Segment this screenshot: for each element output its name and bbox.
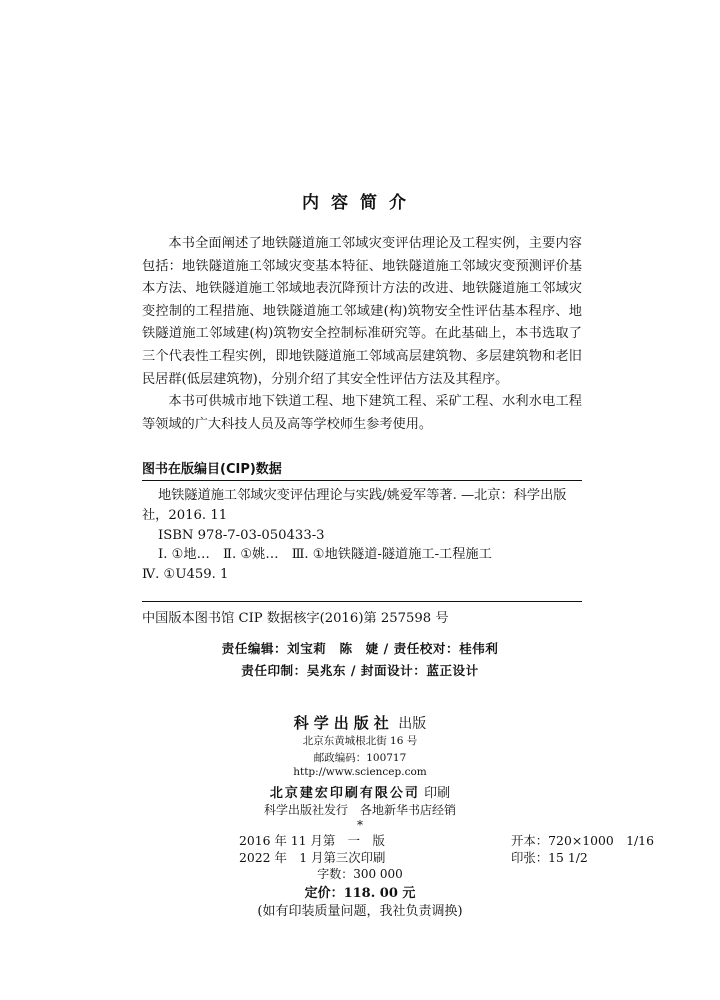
publisher-line (0, 712, 720, 733)
summary-paragraph-1: 本书全面阐述了地铁隧道施工邻域灾变评估理论及工程实例，主要内容包括：地铁隧道施工邻域灾变基本特征、地铁隧道施工邻域灾变预测评价基本方法、地铁隧道施工邻域地表沉降预计方法的改进、地铁隧道施工邻域灾变控制的工程措施、地铁隧道施工邻域建(构)筑物安全性评估基本程序、地铁隧道施工邻域建(构)筑物安全控制标准研究等。在此基础上，本书选取了三个代表性工程实例，即地铁隧道施工邻域高层建筑物、多层建筑物和老旧民居群(低层建筑物)，分别介绍了其安全性评估方法及其程序。 (142, 236, 582, 387)
cip-line-1: 地铁隧道施工邻域灾变评估理论与实践/姚爱军等著. —北京：科学出版 (158, 488, 567, 503)
publisher-name: 科学出版社 (293, 714, 394, 732)
cip-record (142, 486, 582, 546)
cip-class-2: Ⅳ. ①U459. 1 (142, 567, 229, 582)
printed-sheets: 印张：15 1/2 (511, 850, 588, 865)
publisher-url: http://www.sciencep.com (293, 766, 427, 778)
publisher-address: 北京东黄城根北街 16 号 (302, 735, 418, 747)
publisher-zip: 邮政编码：100717 (313, 752, 407, 764)
edition-row-1 (239, 831, 654, 849)
distribution-line: 科学出版社发行 各地新华书店经销 (263, 803, 456, 817)
quality-note: (如有印装质量问题，我社负责调换) (257, 904, 463, 919)
word-count: 字数：300 000 (317, 867, 403, 881)
separator-star: * (357, 818, 363, 832)
summary-paragraph-2: 本书可供城市地下铁道工程、地下建筑工程、采矿工程、水利水电工程等领域的广大科技人员及高等学校师生参考使用。 (142, 394, 582, 432)
cip-classification (142, 545, 582, 585)
credits-line-1: 责任编辑：刘宝莉 陈 婕 / 责任校对：桂伟利 (221, 641, 499, 656)
cip-check-number: 中国版本图书馆 CIP 数据核字(2016)第 257598 号 (142, 611, 449, 626)
cip-line-2: 社，2016. 11 (142, 508, 228, 523)
credits-line-2: 责任印制：吴兆东 / 封面设计：蓝正设计 (241, 663, 479, 678)
publisher-suffix: 出版 (398, 716, 427, 732)
printer-name: 北京建宏印刷有限公司 (269, 786, 420, 801)
cip-bottom-rule (142, 601, 582, 602)
cip-top-rule (142, 480, 582, 481)
printer-line (0, 782, 720, 801)
book-format: 开本：720×1000 1/16 (511, 833, 654, 848)
cip-title: 图书在版编目(CIP)数据 (142, 462, 282, 477)
printer-suffix: 印刷 (424, 786, 451, 801)
cip-class-1: Ⅰ. ①地… Ⅱ. ①姚… Ⅲ. ①地铁隧道-隧道施工-工程施工 (158, 547, 492, 562)
first-edition: 2016 年 11 月第 一 版 (239, 833, 385, 848)
edition-row-2 (239, 848, 588, 866)
cip-isbn: ISBN 978-7-03-050433-3 (158, 528, 325, 543)
third-printing: 2022 年 1 月第三次印刷 (239, 850, 386, 865)
summary-body (142, 233, 582, 436)
price: 定价：118. 00 元 (304, 886, 416, 901)
summary-heading: 内容简介 (302, 193, 418, 213)
